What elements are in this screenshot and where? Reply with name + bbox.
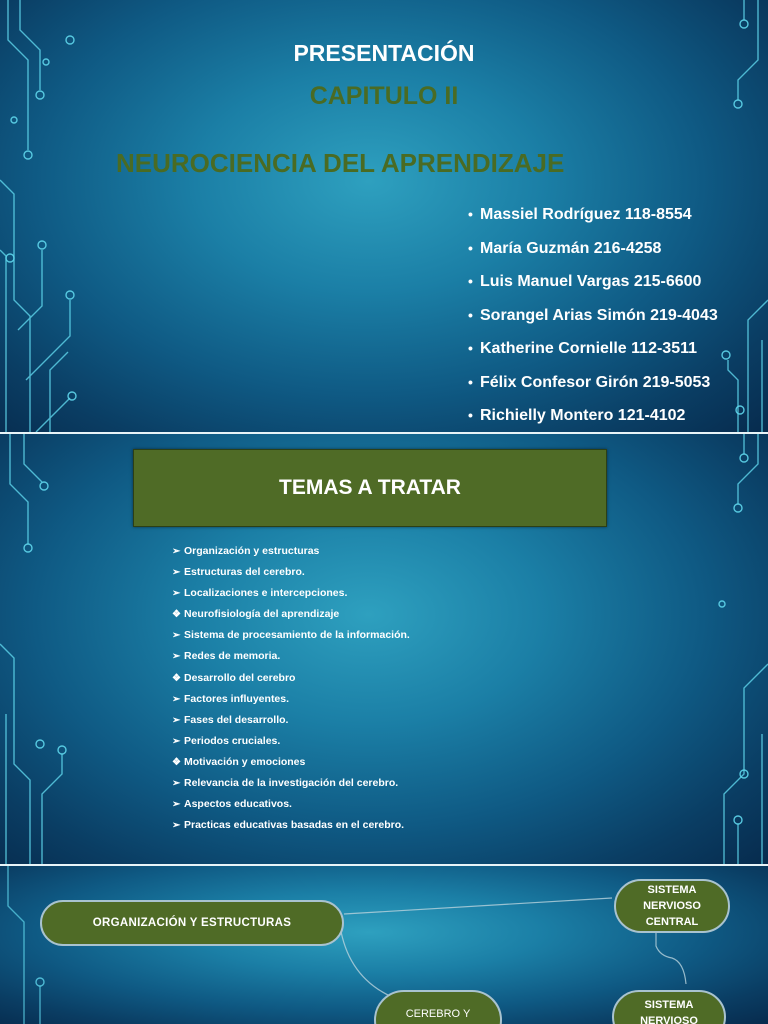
author-item: • Félix Confesor Girón 219-5053 bbox=[468, 366, 718, 400]
arrow-bullet-icon: ➢ bbox=[172, 630, 181, 642]
diamond-bullet-icon: ❖ bbox=[172, 672, 181, 684]
author-item: • Katherine Cornielle 112-3511 bbox=[468, 332, 718, 366]
arrow-bullet-icon: ➢ bbox=[172, 693, 181, 705]
author-item: • Massiel Rodríguez 118-8554 bbox=[468, 198, 718, 232]
diamond-bullet-icon: ❖ bbox=[172, 756, 181, 768]
arrow-bullet-icon: ➢ bbox=[172, 735, 181, 747]
arrow-bullet-icon: ➢ bbox=[172, 820, 181, 832]
author-item: • Luis Manuel Vargas 215-6600 bbox=[468, 265, 718, 299]
author-item: • Sorangel Arias Simón 219-4043 bbox=[468, 299, 718, 333]
topic-item: ➢ Sistema de procesamiento de la información. bbox=[172, 625, 410, 646]
topics-title-box: TEMAS A TRATAR bbox=[133, 449, 607, 527]
topic-item: ➢ Aspectos educativos. bbox=[172, 794, 410, 815]
bullet-icon: • bbox=[468, 239, 473, 256]
topic-item: ➢ Organización y estructuras bbox=[172, 541, 410, 562]
node-sistema-nervioso-central: SISTEMA NERVIOSO CENTRAL bbox=[614, 879, 730, 933]
topic-item: ❖ Neurofisiología del aprendizaje bbox=[172, 604, 410, 625]
arrow-bullet-icon: ➢ bbox=[172, 588, 181, 600]
topic-item: ➢ Practicas educativas basadas en el cerebro. bbox=[172, 815, 410, 836]
topic-item: ➢ Periodos cruciales. bbox=[172, 731, 410, 752]
arrow-bullet-icon: ➢ bbox=[172, 799, 181, 811]
author-list bbox=[468, 198, 718, 432]
arrow-bullet-icon: ➢ bbox=[172, 778, 181, 790]
author-item: • María Guzmán 216-4258 bbox=[468, 232, 718, 266]
node-cerebro: CEREBRO Y bbox=[374, 990, 502, 1024]
slide-title bbox=[0, 0, 768, 432]
circuit-decoration-right bbox=[678, 434, 768, 864]
chapter-subtitle: CAPITULO II bbox=[309, 82, 459, 110]
diamond-bullet-icon: ❖ bbox=[172, 609, 181, 621]
topic-item: ➢ Fases del desarrollo. bbox=[172, 710, 410, 731]
topic-item: ➢ Redes de memoria. bbox=[172, 646, 410, 667]
slide-diagram bbox=[0, 866, 768, 1024]
topic-item: ➢ Factores influyentes. bbox=[172, 689, 410, 710]
bullet-icon: • bbox=[468, 373, 473, 390]
bullet-icon: • bbox=[468, 340, 473, 356]
circuit-decoration-left bbox=[0, 434, 90, 864]
topic-heading: NEUROCIENCIA DEL APRENDIZAJE bbox=[116, 148, 565, 178]
arrow-bullet-icon: ➢ bbox=[172, 567, 181, 579]
author-item: • Richielly Montero 121-4102 bbox=[468, 399, 718, 432]
bullet-icon: • bbox=[468, 306, 473, 323]
arrow-bullet-icon: ➢ bbox=[172, 714, 181, 726]
bullet-icon: • bbox=[468, 407, 473, 423]
topic-item: ➢ Estructuras del cerebro. bbox=[172, 562, 410, 583]
topic-item: ➢ Localizaciones e intercepciones. bbox=[172, 583, 410, 604]
topic-item: ❖ Desarrollo del cerebro bbox=[172, 668, 410, 689]
topics-list bbox=[172, 541, 410, 836]
arrow-bullet-icon: ➢ bbox=[172, 651, 181, 663]
topic-item: ❖ Motivación y emociones bbox=[172, 752, 410, 773]
presentation-title: PRESENTACIÓN bbox=[293, 40, 475, 66]
arrow-bullet-icon: ➢ bbox=[172, 546, 181, 557]
node-sistema-nervioso: SISTEMA NERVIOSO bbox=[612, 990, 726, 1024]
topic-item: ➢ Relevancia de la investigación del cerebro. bbox=[172, 773, 410, 794]
bullet-icon: • bbox=[468, 206, 473, 222]
bullet-icon: • bbox=[468, 273, 473, 289]
slide-topics bbox=[0, 434, 768, 864]
node-organizacion-estructuras: ORGANIZACIÓN Y ESTRUCTURAS bbox=[40, 900, 344, 946]
